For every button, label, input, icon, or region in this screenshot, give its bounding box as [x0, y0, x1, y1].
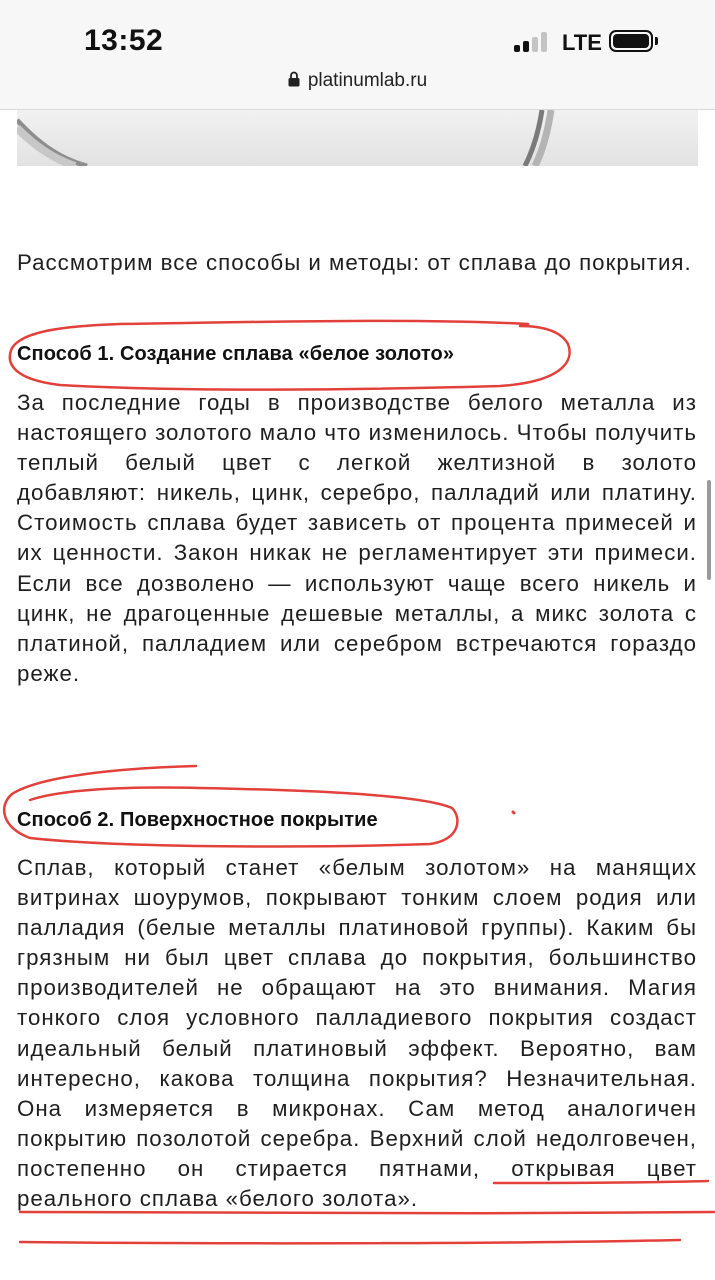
dot-annotation	[513, 812, 514, 813]
circle-annotation-method-2	[4, 766, 457, 846]
battery-icon	[609, 30, 653, 52]
address-bar[interactable]	[0, 70, 715, 92]
underline-annotation-3	[20, 1240, 680, 1243]
scrollbar[interactable]	[707, 480, 711, 580]
battery-cap	[655, 37, 658, 45]
clock: 13:52	[84, 24, 164, 57]
method-2-text: Сплав, который станет «белым золотом» на манящих витринах шоурумов, покрывают тонким слоем родия или палладия (белые металлы платиновой группы). Каким бы грязным ни был цвет сплава до покрытия, большинство производителей не обращают на это внимания. Магия тонкого слоя условного палладиевого покрытия создаст идеальный белый платиновый эффект. Вероятно, вам интересно, какова толщина покрытия? Незначительная. Она измеряется в микронах. Сам метод аналогичен покрытию позолотой серебра.	[17, 855, 697, 1151]
lock-icon	[288, 71, 300, 87]
status-bar	[0, 0, 715, 110]
method-1-paragraph: За последние годы в производстве белого металла из настоящего золотого мало что изменилось. Чтобы получить теплый белый цвет с легкой желтизной в золото добавляют: никель, цинк, серебро, палладий или платину. Стоимость сплава будет зависеть от процента примесей и их ценности. Закон никак не регламентирует эти примеси. Если все дозволено — используют чаще всего никель и цинк, не драгоценные дешевые металлы, а микс золота с платиной, палладием или серебром встречаются гораздо реже.	[17, 390, 697, 686]
network-type: LTE	[562, 30, 602, 55]
url-text: platinumlab.ru	[307, 70, 428, 91]
signal-icon	[514, 32, 552, 52]
article-image	[17, 110, 698, 166]
intro-paragraph: Рассмотрим все способы и методы: от сплава до покрытия.	[17, 250, 692, 275]
method-2-heading: Способ 2. Поверхностное покрытие	[17, 809, 378, 831]
method-2-paragraph	[17, 853, 697, 1214]
method-1-heading: Способ 1. Создание сплава «белое золото»	[17, 343, 455, 365]
method-2-highlighted-text: Верхний слой недолговечен, постепенно он стирается пятнами, открывая цвет реального сплава «белого золота».	[17, 1125, 697, 1212]
